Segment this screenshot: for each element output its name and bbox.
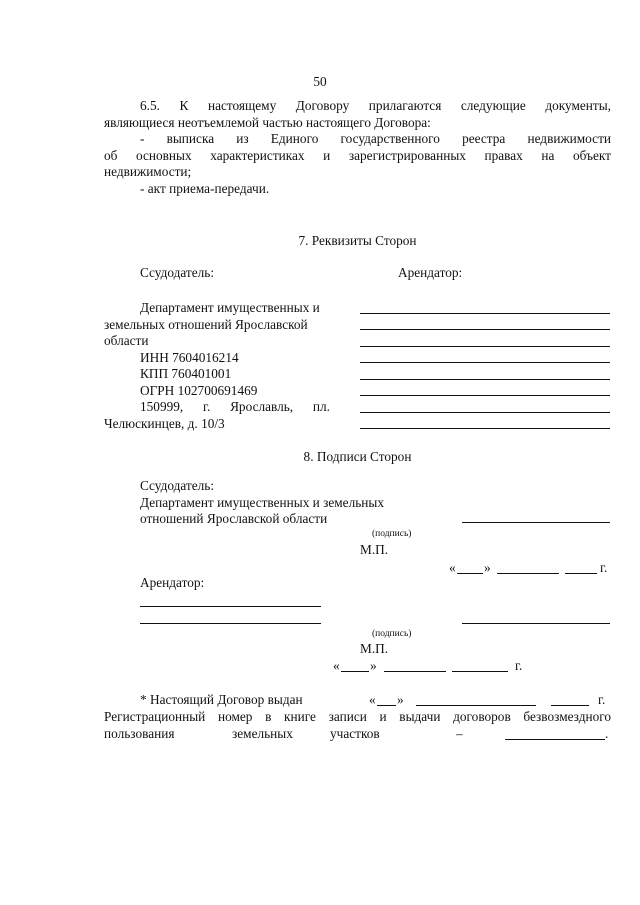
tenant-blank-line	[360, 412, 610, 413]
section-6-5	[104, 98, 611, 197]
tenant-blank-line	[360, 428, 610, 429]
date-year-suffix: г.	[600, 560, 608, 575]
lender-signature-line	[462, 522, 610, 523]
tenant-blank-line	[360, 329, 610, 330]
date-close-quote: »	[484, 560, 491, 575]
signature-tenant-label: Арендатор:	[140, 575, 205, 590]
date-year-blank	[565, 573, 597, 574]
stamp-label: М.П.	[360, 542, 389, 557]
lender-detail-line: Департамент имущественных и	[140, 300, 320, 315]
lender-ogrn: ОГРН 102700691469	[140, 382, 258, 398]
section-6-5-line: 6.5. К настоящему Договору прилагаются следующие документы,	[140, 98, 611, 113]
footnote-month-blank	[416, 705, 536, 706]
lender-details	[104, 300, 344, 432]
date-month-blank	[497, 573, 559, 574]
signature-lender-org: отношений Ярославской области	[140, 511, 328, 526]
date-close-quote: »	[370, 658, 377, 673]
date-day-blank	[341, 671, 369, 672]
section-8-title: 8. Подписи Сторон	[303, 449, 412, 464]
tenant-name-blank	[140, 606, 321, 607]
signature-caption: (подпись)	[372, 529, 412, 539]
lender-label: Ссудодатель:	[140, 265, 215, 280]
footnote-registration-line: Регистрационный номер в книге записи и выдачи договоров безвозмездного	[104, 709, 611, 724]
signature-caption: (подпись)	[372, 629, 412, 639]
lender-detail-line: области	[104, 333, 149, 348]
attachment-item: - выписка из Единого государственного реестра недвижимости	[140, 131, 611, 146]
footnote-open-quote: «	[369, 692, 376, 707]
lender-inn: ИНН 7604016214	[140, 349, 239, 365]
section-6-5-line: об основных характеристиках и зарегистрированных правах на объект	[104, 147, 611, 163]
footnote-prefix: * Настоящий Договор выдан	[140, 692, 303, 707]
stamp-label: М.П.	[360, 641, 389, 656]
tenant-label: Арендатор:	[398, 265, 463, 280]
date-open-quote: «	[333, 658, 340, 673]
date-month-blank	[384, 671, 446, 672]
attachment-item: - акт приема-передачи.	[140, 180, 270, 196]
date-open-quote: «	[449, 560, 456, 575]
footnote-day-blank	[377, 705, 396, 706]
tenant-blank-line	[360, 313, 610, 314]
footnote-word: пользования	[104, 726, 175, 741]
date-day-blank	[457, 573, 483, 574]
tenant-blank-line	[360, 379, 610, 380]
date-year-blank	[452, 671, 508, 672]
footnote-close-quote: »	[397, 692, 404, 707]
registration-number-blank	[505, 739, 605, 740]
section-6-5-line: недвижимости;	[104, 164, 192, 179]
footnote-end-period: .	[605, 726, 609, 741]
footnote-year-blank	[551, 705, 589, 706]
tenant-blank-line	[360, 346, 610, 347]
lender-kpp: КПП 760401001	[140, 366, 232, 381]
footnote-word: земельных	[232, 726, 293, 741]
signature-lender-label: Ссудодатель:	[140, 478, 215, 493]
footnote-word: участков	[330, 726, 380, 741]
lender-address-line: 150999, г. Ярославль, пл.	[140, 399, 330, 414]
date-year-suffix: г.	[515, 658, 523, 673]
signature-lender-org: Департамент имущественных и земельных	[140, 495, 384, 510]
page-number: 50	[313, 74, 327, 89]
tenant-blank-line	[360, 395, 610, 396]
lender-detail-line: земельных отношений Ярославской	[104, 316, 308, 332]
tenant-signature-line	[462, 623, 610, 624]
footnote-year-suffix: г.	[598, 692, 606, 707]
tenant-name-blank	[140, 623, 321, 624]
lender-address-line: Челюскинцев, д. 10/3	[104, 415, 225, 431]
tenant-blank-line	[360, 362, 610, 363]
footnote-dash: –	[456, 726, 463, 741]
section-7-title: 7. Реквизиты Сторон	[298, 233, 417, 248]
section-6-5-line: являющиеся неотъемлемой частью настоящего Договора:	[104, 114, 431, 130]
